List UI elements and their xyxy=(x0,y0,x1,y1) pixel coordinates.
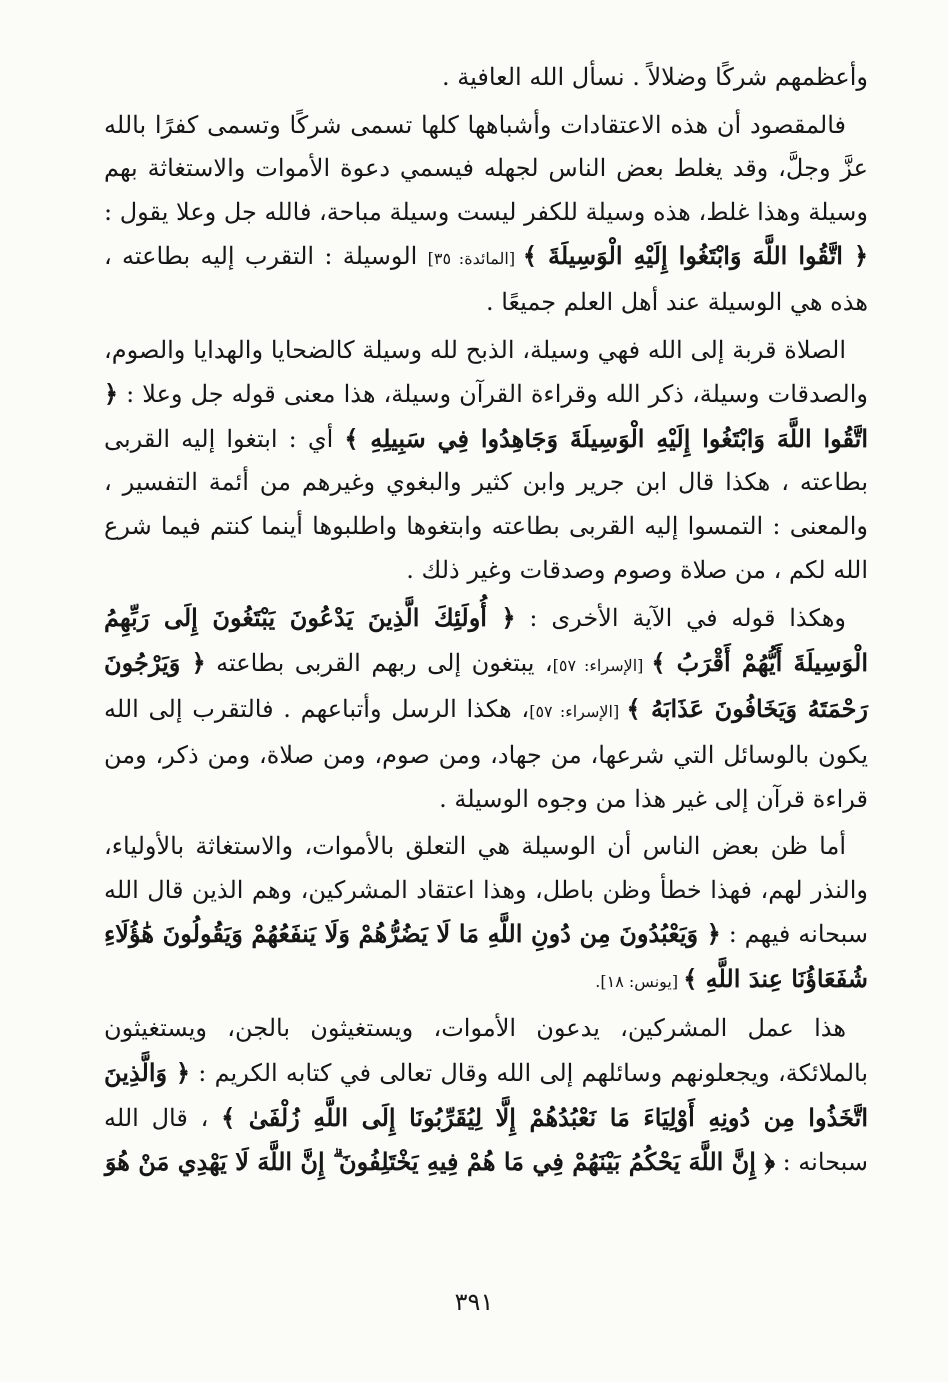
paragraph xyxy=(104,329,868,593)
text-run: وأعظمهم شركًا وضلالاً . نسأل الله العافية . xyxy=(442,63,868,91)
text-run: أما ظن بعض الناس أن الوسيلة هي التعلق بالأموات، والاستغاثة بالأولياء، والنذر لهم، فهذا خطأ وظن باطل، وهذا اعتقاد المشركين، وهم الذين قال الله سبحانه فيهم : xyxy=(104,832,868,949)
quran-verse: ﴿ أُولَئِكَ الَّذِينَ يَدْعُونَ يَبْتَغُونَ إِلَى رَبِّهِمُ الْوَسِيلَةَ أَيُّهُمْ أَقْرَبُ ﴾ xyxy=(104,603,869,677)
verse-reference: [المائدة: ٣٥] xyxy=(427,249,523,269)
quran-verse: ﴿ وَالَّذِينَ اتَّخَذُوا مِن دُونِهِ أَوْلِيَاءَ مَا نَعْبُدُهُمْ إِلَّا لِيُقَرِّبُونَا إِلَى اللَّهِ زُلْفَىٰ ﴾ xyxy=(104,1058,869,1132)
text-run: الوسيلة : التقرب إليه بطاعته ، هذه هي الوسيلة عند أهل العلم جميعًا . xyxy=(104,242,868,316)
text-run: أي : ابتغوا إليه القربى بطاعته ، هكذا قال ابن جرير وابن كثير والبغوي وغيرهم من أئمة التفسير ، والمعنى : التمسوا إليه القربى بطاعته وابتغوها واطلبوها أينما كنتم فيما شرع الله لكم ، من صلاة وصوم وصدقات وغير ذلك . xyxy=(104,424,868,584)
quran-verse: ﴿ إِنَّ اللَّهَ يَحْكُمُ بَيْنَهُمْ فِي مَا هُمْ فِيهِ يَخْتَلِفُونَ ۗ إِنَّ اللَّهَ لَا يَهْدِي مَنْ هُوَ xyxy=(104,1147,775,1177)
paragraph xyxy=(104,825,868,1003)
paragraph xyxy=(104,104,868,325)
text-run: ، قال الله سبحانه : xyxy=(104,1103,868,1177)
text-run: الصلاة قربة إلى الله فهي وسيلة، الذبح لله وسيلة كالضحايا والهدايا والصوم، والصدقات وسيلة، ذكر الله وقراءة القرآن وسيلة، هذا معنى قوله جل وعلا : xyxy=(104,335,868,409)
page-number: ٣٩١ xyxy=(454,1288,494,1316)
paragraph xyxy=(104,596,868,821)
paragraph xyxy=(104,1007,868,1184)
quran-verse: ﴿ اتَّقُوا اللَّهَ وَابْتَغُوا إِلَيْهِ الْوَسِيلَةَ وَجَاهِدُوا فِي سَبِيلِهِ ﴾ xyxy=(104,379,868,453)
quran-verse: ﴿ وَيَرْجُونَ رَحْمَتَهُ وَيَخَافُونَ عَذَابَهُ ﴾ xyxy=(104,647,869,724)
quran-verse: ﴿ اتَّقُوا اللَّهَ وَابْتَغُوا إِلَيْهِ الْوَسِيلَةَ ﴾ xyxy=(522,241,869,271)
verse-reference: [الإسراء: ٥٧] xyxy=(529,702,627,722)
text-run: فالمقصود أن هذه الاعتقادات وأشباهها كلها تسمى شركًا وتسمى كفرًا بالله عزَّ وجلَّ، وقد يغلط بعض الناس لجهله فيسمي دعوة الأموات والاستغاثة بهم وسيلة وهذا غلط، هذه وسيلة للكفر ليست وسيلة مباحة، فالله جل وعلا يقول : xyxy=(104,110,868,226)
body-text xyxy=(104,56,868,1189)
text-run: ، يبتغون إلى ربهم القربى بطاعته xyxy=(205,648,553,677)
verse-reference: [يونس: ١٨]. xyxy=(595,971,684,991)
paragraph xyxy=(104,56,868,100)
quran-verse: ﴿ وَيَعْبُدُونَ مِن دُونِ اللَّهِ مَا لَا يَضُرُّهُمْ وَلَا يَنفَعُهُمْ وَيَقُولُونَ هَٰؤُلَاءِ شُفَعَاؤُنَا عِندَ اللَّهِ ﴾ xyxy=(104,919,868,993)
verse-reference: [الإسراء: ٥٧] xyxy=(552,655,652,675)
text-run: ، هكذا الرسل وأتباعهم . فالتقرب إلى الله يكون بالوسائل التي شرعها، من جهاد، ومن صوم، ومن صلاة، ومن ذكر، ومن قراءة قرآن إلى غير هذا من وجوه الوسيلة . xyxy=(104,695,868,813)
text-run: وهكذا قوله في الآية الأخرى : xyxy=(515,604,847,633)
text-run: هذا عمل المشركين، يدعون الأموات، ويستغيثون بالجن، ويستغيثون بالملائكة، ويجعلونهم وسائلهم إلى الله وقال تعالى في كتابه الكريم : xyxy=(104,1014,868,1088)
